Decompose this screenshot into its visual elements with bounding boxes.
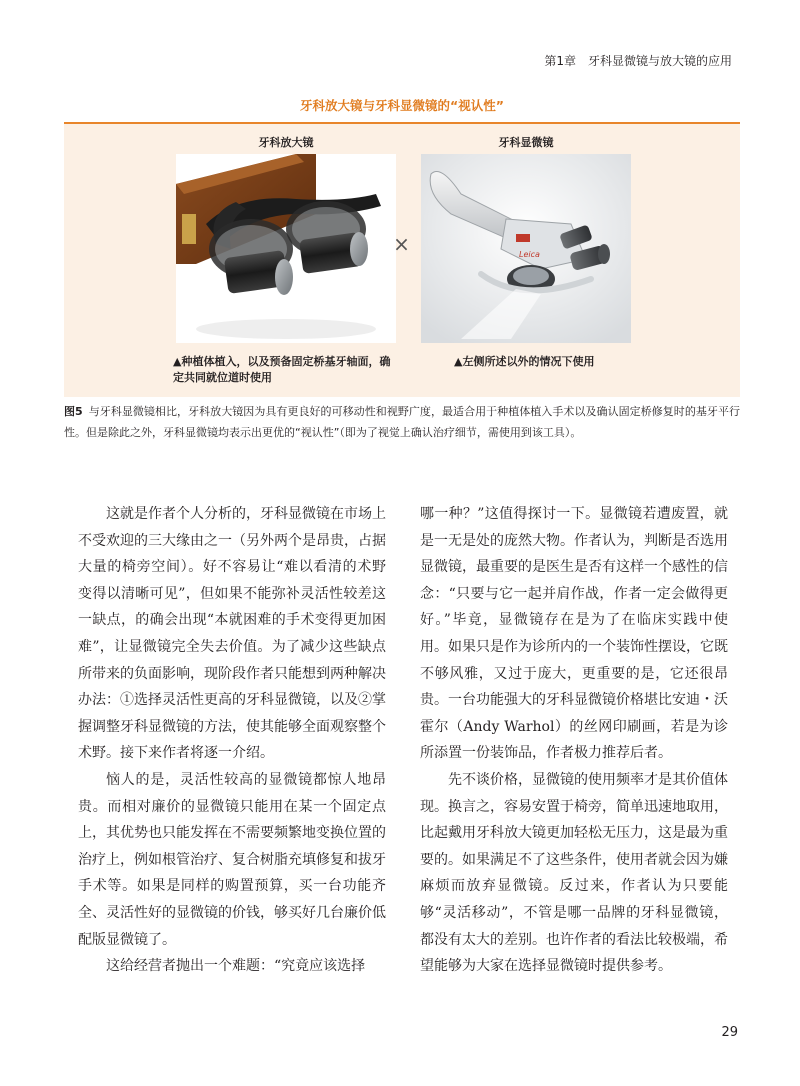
running-header: 第1章 牙科显微镜与放大镜的应用 xyxy=(544,54,732,68)
paragraph: 恼人的是，灵活性较高的显微镜都惊人地昂贵。而相对廉价的显微镜只能用在某一个固定点上，其优势也只能发挥在不需要频繁地变换位置的治疗上，例如根管治疗、复合树脂充填修复和拔牙手术等。如果是同样的购置预算，买一台功能齐全、灵活性好的显微镜的价钱，够买好几台廉价低配版显微镜了。 xyxy=(78,771,386,948)
dental-microscope-photo xyxy=(421,154,631,343)
microscope-label: 牙科显微镜 xyxy=(498,136,554,149)
body-left-column xyxy=(78,501,386,980)
body-right-column xyxy=(420,501,728,980)
microscope-caption: ▲左侧所述以外的情况下使用 xyxy=(454,355,595,368)
loupe-caption: ▲种植体植入，以及预备固定桥基牙轴面，确定共同就位道时使用 xyxy=(173,355,391,384)
page-number: 29 xyxy=(721,1025,738,1040)
dental-loupe-photo xyxy=(176,154,396,343)
figure-caption-text: 与牙科显微镜相比，牙科放大镜因为具有更良好的可移动性和视野广度，最适合用于种植体植入手术以及确认固定桥修复时的基牙平行性。但是除此之外，牙科显微镜均表示出更优的“视认性”（即为了视觉上确认治疗细节，需使用到该工具）。 xyxy=(64,405,741,439)
paragraph: 这就是作者个人分析的，牙科显微镜在市场上不受欢迎的三大缘由之一（另外两个是昂贵，占据大量的椅旁空间）。好不容易让“难以看清的术野变得以清晰可见”，但如果不能弥补灵活性较差这一缺点，的确会出现“本就困难的手术变得更加困难”，让显微镜完全失去价值。为了减少这些缺点所带来的负面影响，现阶段作者只能想到两种解决办法：①选择灵活性更高的牙科显微镜，以及②掌握调整牙科显微镜的方法，使其能够全面观察整个术野。接下来作者将逐一介绍。 xyxy=(78,506,386,762)
comparison-cross: × xyxy=(393,232,410,256)
paragraph: 先不谈价格，显微镜的使用频率才是其价值体现。换言之，容易安置于椅旁，简单迅速地取用，比起戴用牙科放大镜更加轻松无压力，这是最为重要的。如果满足不了这些条件，使用者就会因为嫌麻烦而放弃显微镜。反过来，作者认为只要能够“灵活移动”，不管是哪一品牌的牙科显微镜，都没有太大的差别。也许作者的看法比较极端，希望能够为大家在选择显微镜时提供参考。 xyxy=(420,771,728,975)
figure-caption xyxy=(64,401,740,443)
figure-number: 图5 xyxy=(64,405,83,418)
figure-panel xyxy=(64,92,740,397)
paragraph: 哪一种？”这值得探讨一下。显微镜若遭废置，就是一无是处的庞然大物。作者认为，判断是否选用显微镜，最重要的是医生是否有这样一个感性的信念：“只要与它一起并肩作战，作者一定会做得更好。”毕竟，显微镜存在是为了在临床实践中使用。如果只是作为诊所内的一个装饰性摆设，它既不够风雅，又过于庞大，更重要的是，它还很昂贵。一台功能强大的牙科显微镜价格堪比安迪・沃霍尔（Andy Warhol）的丝网印刷画，若是为诊所添置一份装饰品，作者极力推荐后者。 xyxy=(420,506,728,762)
loupe-label: 牙科放大镜 xyxy=(258,136,314,149)
paragraph: 这给经营者抛出一个难题：“究竟应该选择 xyxy=(106,958,366,975)
figure-title: 牙科放大镜与牙科显微镜的“视认性” xyxy=(64,92,740,124)
microscope-brand-label: Leica xyxy=(519,250,540,259)
